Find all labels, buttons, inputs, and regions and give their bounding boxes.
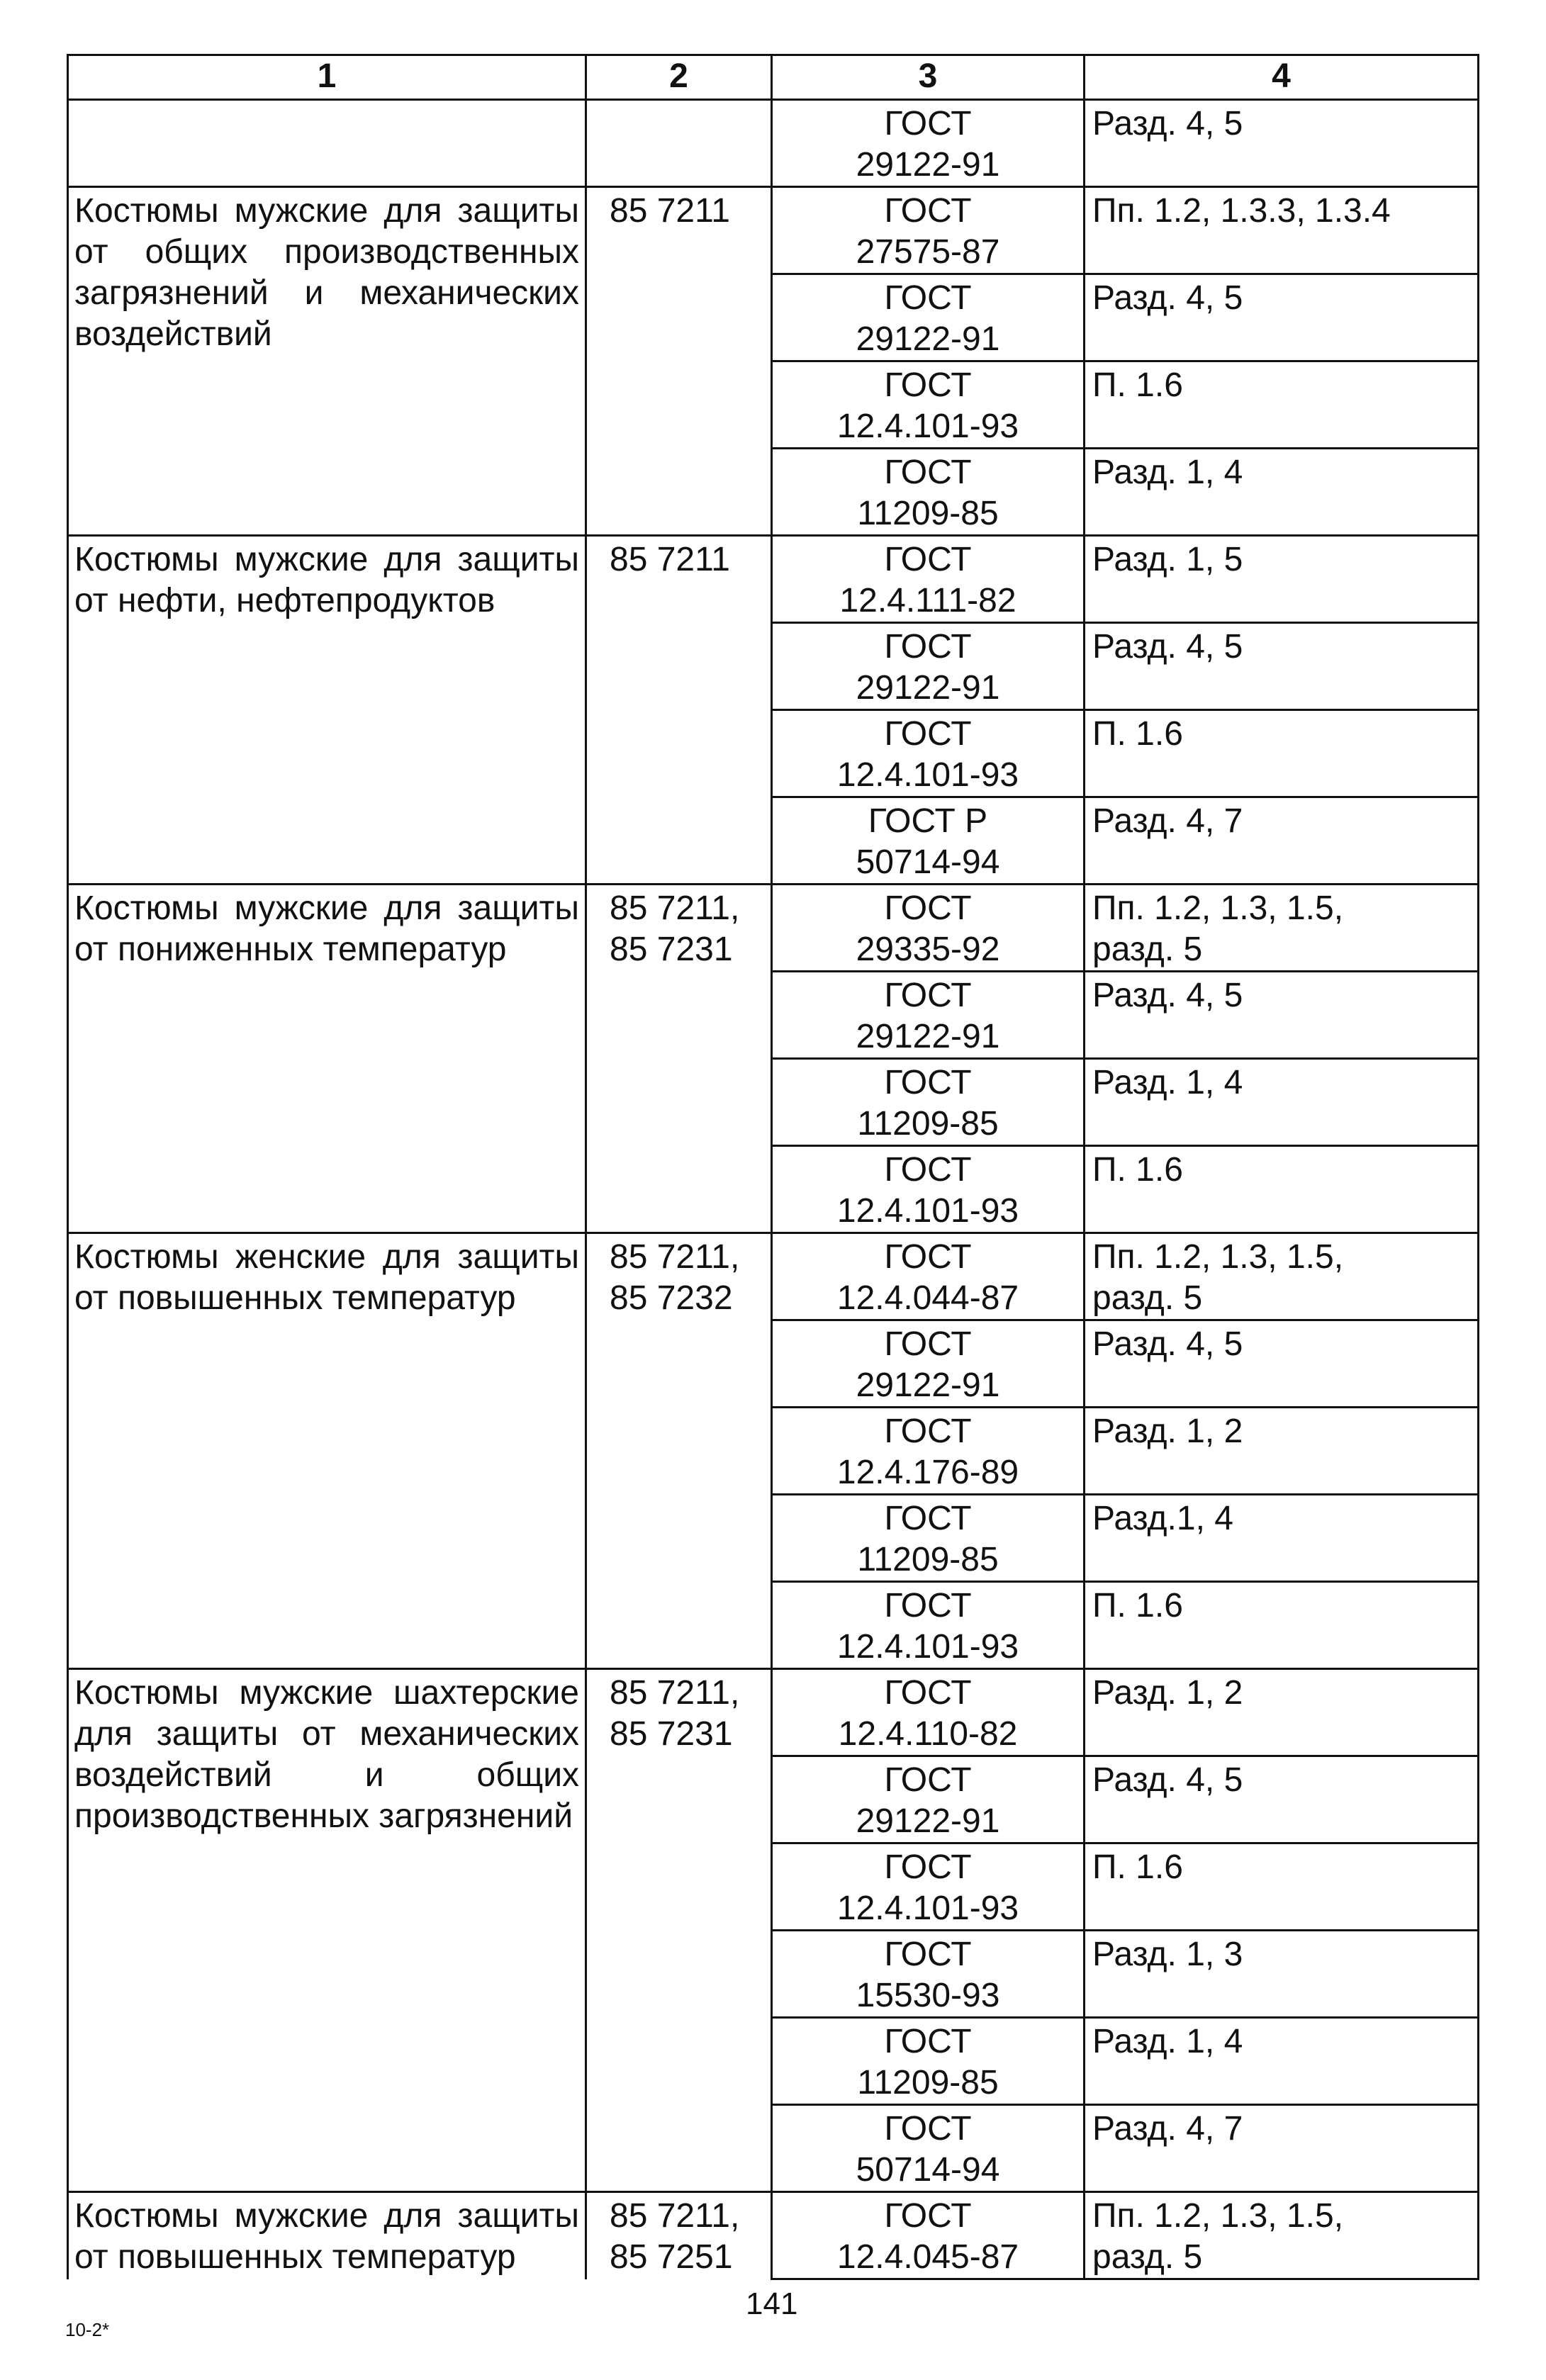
section-cell xyxy=(1085,274,1479,361)
standard-number: 29122-91 xyxy=(856,320,1000,358)
standard-type: ГОСТ xyxy=(884,1325,972,1363)
standard-number: 11209-85 xyxy=(857,1541,999,1578)
section-reference: Разд. 4, 5 xyxy=(1092,279,1243,317)
section-cell xyxy=(1085,100,1479,187)
standard-cell xyxy=(772,2105,1085,2192)
standard-type: ГОСТ Р xyxy=(868,802,988,840)
standard-cell xyxy=(772,274,1085,361)
section-reference: Пп. 1.2, 1.3.3, 1.3.4 xyxy=(1092,192,1391,230)
section-reference: разд. 5 xyxy=(1092,2238,1203,2276)
standard-cell xyxy=(772,536,1085,623)
okp-code: 85 7232 xyxy=(610,1279,733,1317)
section-cell xyxy=(1085,885,1479,972)
okp-code: 85 7231 xyxy=(610,1715,733,1753)
section-reference: разд. 5 xyxy=(1092,1279,1203,1317)
standard-type: ГОСТ xyxy=(884,1151,972,1189)
section-cell xyxy=(1085,1233,1479,1320)
section-cell xyxy=(1085,2192,1479,2279)
standard-type: ГОСТ xyxy=(884,279,972,317)
standard-type: ГОСТ xyxy=(884,454,972,491)
standard-type: ГОСТ xyxy=(884,1587,972,1624)
product-name-cell: Костюмы мужские для защиты от общих производственных загрязнений и механических воздействий xyxy=(68,187,586,536)
standard-cell xyxy=(772,1059,1085,1146)
page-number: 141 xyxy=(746,2286,798,2321)
section-reference: Разд. 1, 2 xyxy=(1092,1413,1243,1450)
standard-cell xyxy=(772,623,1085,710)
table-row xyxy=(68,885,1479,972)
section-reference: Разд. 1, 5 xyxy=(1092,541,1243,578)
section-cell xyxy=(1085,1146,1479,1233)
section-cell xyxy=(1085,1495,1479,1582)
standard-number: 12.4.101-93 xyxy=(836,1192,1019,1230)
standard-number: 27575-87 xyxy=(856,233,1000,271)
standard-type: ГОСТ xyxy=(884,192,972,230)
section-reference: Разд. 1, 3 xyxy=(1092,1936,1243,1973)
standard-cell xyxy=(772,449,1085,536)
footer-mark: 10-2* xyxy=(65,2319,110,2340)
section-reference: П. 1.6 xyxy=(1092,1587,1183,1624)
standard-type: ГОСТ xyxy=(884,1064,972,1101)
product-name-cell xyxy=(68,100,586,187)
standard-type: ГОСТ xyxy=(884,1500,972,1537)
standard-number: 29122-91 xyxy=(856,146,1000,184)
okp-code: 85 7211 xyxy=(610,192,730,230)
standard-type: ГОСТ xyxy=(884,105,972,142)
standard-number: 29122-91 xyxy=(856,1802,1000,1840)
standard-number: 12.4.101-93 xyxy=(836,1890,1019,1927)
standard-number: 12.4.110-82 xyxy=(838,1715,1018,1753)
standard-type: ГОСТ xyxy=(884,2023,972,2060)
standard-type: ГОСТ xyxy=(884,1761,972,1799)
okp-code-cell xyxy=(586,100,772,187)
standard-number: 12.4.044-87 xyxy=(836,1279,1019,1317)
section-reference: Разд.1, 4 xyxy=(1092,1500,1233,1537)
standard-cell xyxy=(772,1756,1085,1843)
standard-type: ГОСТ xyxy=(884,889,972,927)
okp-code: 85 7211, xyxy=(610,1674,740,1712)
section-reference: П. 1.6 xyxy=(1092,1848,1183,1886)
standard-type: ГОСТ xyxy=(884,2110,972,2148)
product-name-cell: Костюмы женские для защиты от повышенных температур xyxy=(68,1233,586,1669)
standard-cell xyxy=(772,885,1085,972)
section-reference: П. 1.6 xyxy=(1092,366,1183,404)
standard-type: ГОСТ xyxy=(884,1936,972,1973)
section-reference: Разд. 1, 4 xyxy=(1092,454,1243,491)
standard-number: 29122-91 xyxy=(856,1366,1000,1404)
section-reference: Разд. 1, 4 xyxy=(1092,2023,1243,2060)
standard-type: ГОСТ xyxy=(884,628,972,666)
product-name-cell: Костюмы мужские для защиты от пониженных температур xyxy=(68,885,586,1233)
standard-cell xyxy=(772,187,1085,274)
section-cell xyxy=(1085,2018,1479,2105)
okp-code-cell xyxy=(586,885,772,1233)
section-reference: Разд. 4, 5 xyxy=(1092,628,1243,666)
section-cell xyxy=(1085,187,1479,274)
okp-code: 85 7251 xyxy=(610,2238,733,2276)
standard-cell xyxy=(772,100,1085,187)
okp-code-cell xyxy=(586,1233,772,1669)
section-cell xyxy=(1085,361,1479,449)
section-cell xyxy=(1085,972,1479,1059)
section-reference: П. 1.6 xyxy=(1092,1151,1183,1189)
okp-code-cell xyxy=(586,1669,772,2192)
okp-code: 85 7211, xyxy=(610,889,740,927)
product-name-cell: Костюмы мужские для защиты от нефти, нефтепродуктов xyxy=(68,536,586,885)
section-reference: Разд. 4, 5 xyxy=(1092,105,1243,142)
standard-cell xyxy=(772,1146,1085,1233)
standard-number: 12.4.101-93 xyxy=(836,756,1019,794)
standard-number: 12.4.111-82 xyxy=(839,582,1016,619)
standard-cell xyxy=(772,361,1085,449)
standard-cell xyxy=(772,972,1085,1059)
okp-code-cell xyxy=(586,536,772,885)
section-cell xyxy=(1085,710,1479,797)
standard-number: 11209-85 xyxy=(857,1105,999,1143)
standard-cell xyxy=(772,1582,1085,1669)
standard-number: 12.4.176-89 xyxy=(836,1454,1019,1491)
standard-cell xyxy=(772,797,1085,885)
standard-cell xyxy=(772,1408,1085,1495)
product-name-cell: Костюмы мужские для защиты от повышенных температур xyxy=(68,2192,586,2279)
header-row xyxy=(68,55,1479,100)
section-reference: Разд. 4, 5 xyxy=(1092,1761,1243,1799)
okp-code: 85 7211 xyxy=(610,541,730,578)
section-cell xyxy=(1085,1408,1479,1495)
standard-type: ГОСТ xyxy=(884,366,972,404)
section-reference: Разд. 4, 5 xyxy=(1092,977,1243,1014)
standard-cell xyxy=(772,1931,1085,2018)
section-cell xyxy=(1085,1669,1479,1756)
section-cell xyxy=(1085,623,1479,710)
standard-cell xyxy=(772,1233,1085,1320)
table-body xyxy=(68,100,1479,2279)
standard-cell xyxy=(772,1843,1085,1931)
standard-type: ГОСТ xyxy=(884,977,972,1014)
column-header-4: 4 xyxy=(1085,55,1479,100)
section-cell xyxy=(1085,449,1479,536)
standard-cell xyxy=(772,1320,1085,1408)
section-reference: Пп. 1.2, 1.3, 1.5, xyxy=(1092,1238,1344,1276)
table-row xyxy=(68,187,1479,274)
section-cell xyxy=(1085,1843,1479,1931)
okp-code-cell xyxy=(586,187,772,536)
standard-number: 29122-91 xyxy=(856,1018,1000,1055)
standard-cell xyxy=(772,1495,1085,1582)
standard-number: 29335-92 xyxy=(856,931,1000,968)
section-cell xyxy=(1085,2105,1479,2192)
standard-number: 50714-94 xyxy=(856,2151,1000,2189)
section-cell xyxy=(1085,1320,1479,1408)
section-reference: Разд. 1, 2 xyxy=(1092,1674,1243,1712)
standard-type: ГОСТ xyxy=(884,1674,972,1712)
section-reference: Разд. 1, 4 xyxy=(1092,1064,1243,1101)
section-reference: разд. 5 xyxy=(1092,931,1203,968)
table-row xyxy=(68,2192,1479,2279)
section-reference: Разд. 4, 7 xyxy=(1092,2110,1243,2148)
section-cell xyxy=(1085,1582,1479,1669)
section-reference: Разд. 4, 5 xyxy=(1092,1325,1243,1363)
table-row xyxy=(68,1669,1479,1756)
column-header-1: 1 xyxy=(68,55,586,100)
table-row xyxy=(68,100,1479,187)
section-cell xyxy=(1085,1059,1479,1146)
section-reference: Пп. 1.2, 1.3, 1.5, xyxy=(1092,2197,1344,2235)
column-header-2: 2 xyxy=(586,55,772,100)
standard-cell xyxy=(772,2192,1085,2279)
section-cell xyxy=(1085,1931,1479,2018)
standard-type: ГОСТ xyxy=(884,1413,972,1450)
standard-type: ГОСТ xyxy=(884,715,972,753)
standard-number: 12.4.045-87 xyxy=(836,2238,1019,2276)
okp-code: 85 7211, xyxy=(610,2197,740,2235)
section-cell xyxy=(1085,536,1479,623)
standards-table xyxy=(67,54,1479,2280)
standard-cell xyxy=(772,710,1085,797)
table-row xyxy=(68,1233,1479,1320)
standard-type: ГОСТ xyxy=(884,1848,972,1886)
okp-code: 85 7231 xyxy=(610,931,733,968)
okp-code: 85 7211, xyxy=(610,1238,740,1276)
standard-number: 11209-85 xyxy=(857,2064,999,2101)
table-row xyxy=(68,536,1479,623)
section-reference: Разд. 4, 7 xyxy=(1092,802,1243,840)
standard-number: 15530-93 xyxy=(856,1977,1000,2014)
standard-type: ГОСТ xyxy=(884,2197,972,2235)
standard-number: 29122-91 xyxy=(856,669,1000,707)
standard-number: 12.4.101-93 xyxy=(836,1628,1019,1666)
standard-number: 11209-85 xyxy=(857,495,999,532)
product-name-cell: Костюмы мужские шахтерские для защиты от механических воздействий и общих производственных загрязнений xyxy=(68,1669,586,2192)
standard-cell xyxy=(772,1669,1085,1756)
standard-number: 50714-94 xyxy=(856,843,1000,881)
section-cell xyxy=(1085,1756,1479,1843)
standard-type: ГОСТ xyxy=(884,1238,972,1276)
column-header-3: 3 xyxy=(772,55,1085,100)
standard-cell xyxy=(772,2018,1085,2105)
standard-type: ГОСТ xyxy=(884,541,972,578)
section-reference: П. 1.6 xyxy=(1092,715,1183,753)
standard-number: 12.4.101-93 xyxy=(836,408,1019,445)
section-cell xyxy=(1085,797,1479,885)
okp-code-cell xyxy=(586,2192,772,2279)
section-reference: Пп. 1.2, 1.3, 1.5, xyxy=(1092,889,1344,927)
